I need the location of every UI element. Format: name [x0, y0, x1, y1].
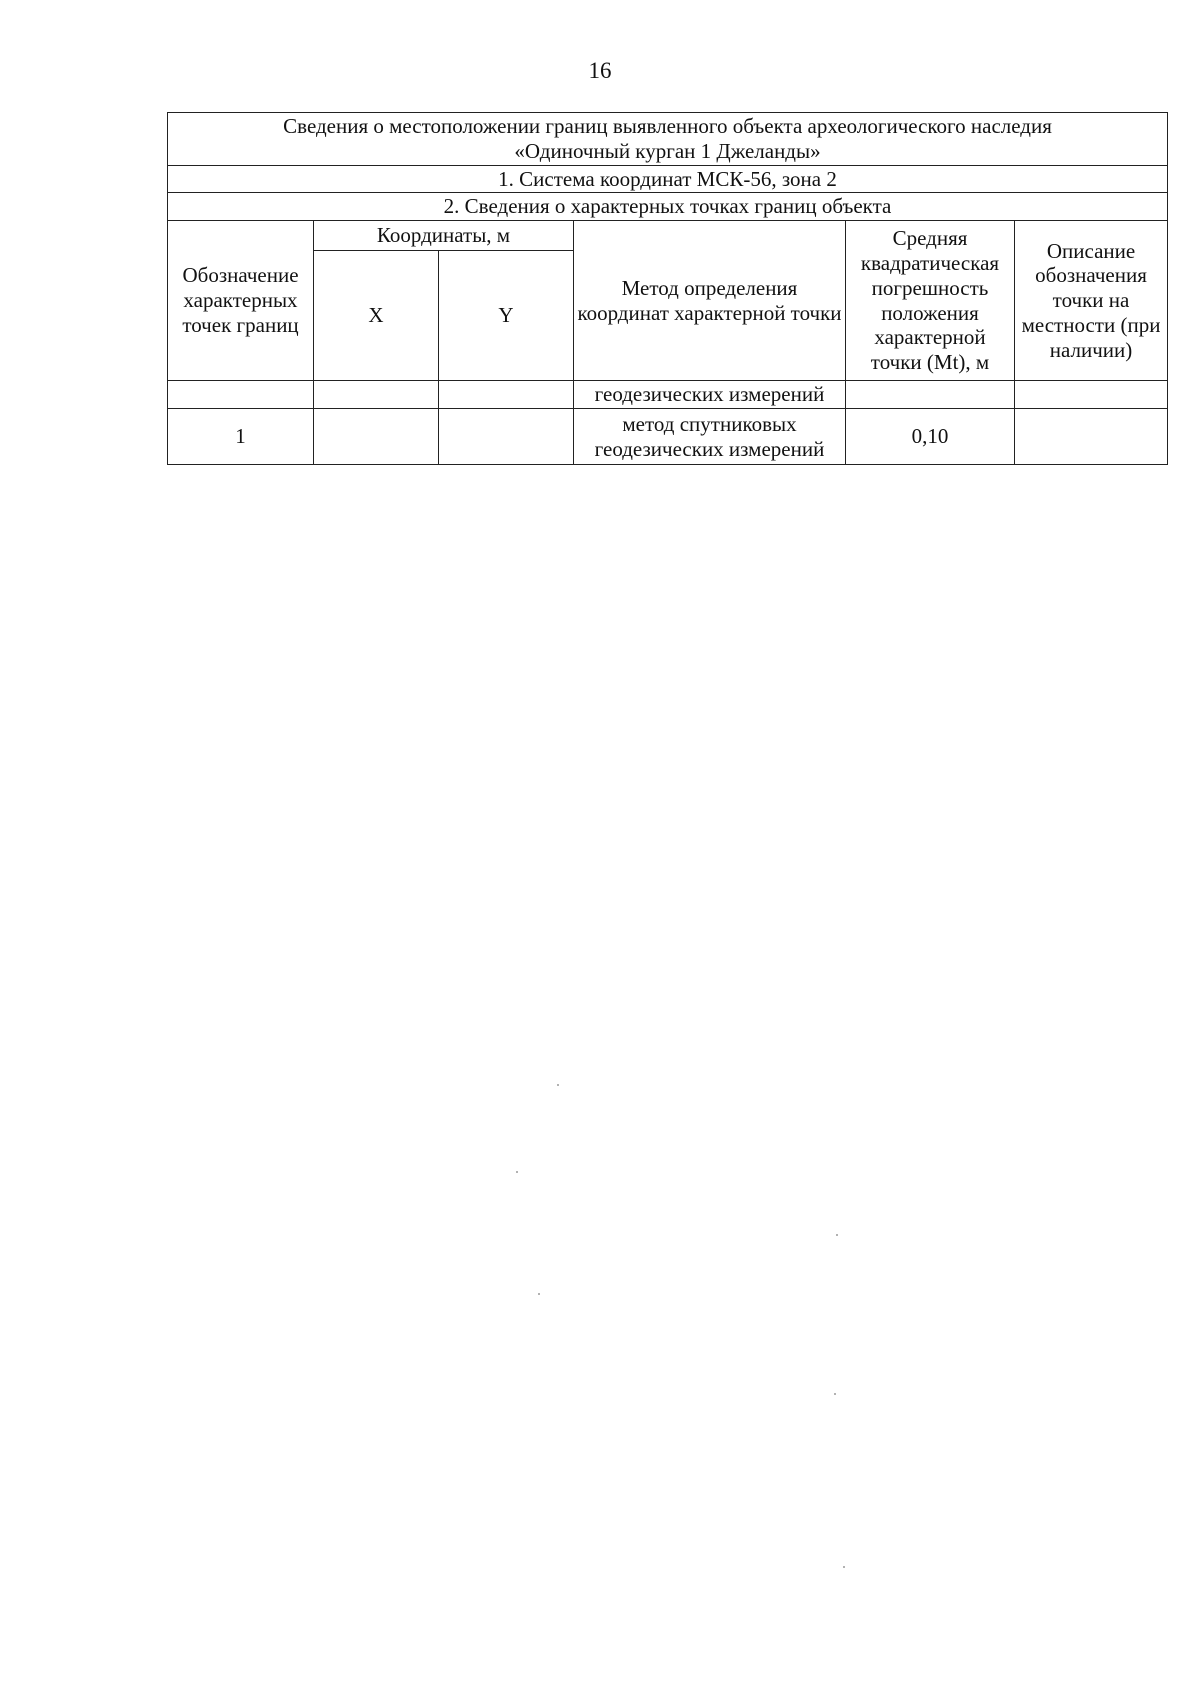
header-method: Метод определения координат характерной точки — [574, 221, 846, 381]
header-row-1 — [168, 221, 1168, 251]
cell-point: 1 — [168, 409, 314, 465]
cell-error: 0,10 — [846, 409, 1015, 465]
scan-speck — [538, 1293, 540, 1295]
header-y: Y — [439, 251, 574, 381]
table-row — [168, 381, 1168, 409]
cell-description — [1015, 409, 1168, 465]
scan-speck — [836, 1234, 838, 1236]
header-x: X — [314, 251, 439, 381]
boundary-points-table — [167, 112, 1168, 465]
coordinate-system-label: 1. Система координат МСК-56, зона 2 — [168, 165, 1168, 193]
section-1-row — [168, 165, 1168, 193]
cell-y — [439, 381, 574, 409]
table-caption-line-1: Сведения о местоположении границ выявленного объекта археологического наследия — [283, 114, 1052, 138]
table-caption-row — [168, 113, 1168, 166]
table-caption — [168, 113, 1168, 166]
header-coordinates: Координаты, м — [314, 221, 574, 251]
scan-speck — [843, 1566, 845, 1568]
table-row — [168, 409, 1168, 465]
cell-method: метод спутниковых геодезических измерений — [574, 409, 846, 465]
cell-point — [168, 381, 314, 409]
cell-y — [439, 409, 574, 465]
table-caption-line-2: «Одиночный курган 1 Джеланды» — [514, 138, 821, 163]
header-designation: Обозначение характерных точек границ — [168, 221, 314, 381]
cell-x — [314, 381, 439, 409]
header-description: Описание обозначения точки на местности (при наличии) — [1015, 221, 1168, 381]
boundary-points-label: 2. Сведения о характерных точках границ объекта — [168, 193, 1168, 221]
header-error: Средняя квадратическая погрешность положения характерной точки (Mt), м — [846, 221, 1015, 381]
cell-method: геодезических измерений — [574, 381, 846, 409]
cell-x — [314, 409, 439, 465]
scan-speck — [516, 1171, 518, 1173]
scan-speck — [834, 1393, 836, 1395]
page-number: 16 — [588, 58, 612, 83]
section-2-row — [168, 193, 1168, 221]
cell-description — [1015, 381, 1168, 409]
scan-speck — [557, 1084, 559, 1086]
cell-error — [846, 381, 1015, 409]
